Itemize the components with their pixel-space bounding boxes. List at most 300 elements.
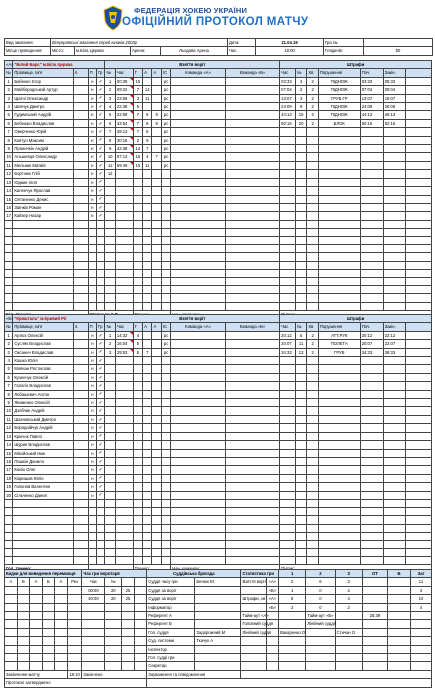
- team-a-goalie-b: [225, 145, 280, 153]
- team-b-pen-minutes: [307, 357, 319, 365]
- bottom-row: [5, 578, 432, 586]
- team-a-goal-number: [105, 286, 115, 294]
- team-a-goalie-b: [225, 86, 280, 94]
- team-b-pen-reason: [318, 441, 360, 449]
- team-a-pen-time: [280, 161, 296, 169]
- team-b-goalie-a: [171, 382, 225, 390]
- team-a-player-name: [13, 261, 74, 269]
- gk-number: [105, 654, 122, 662]
- team-b-goal-time: [115, 432, 133, 440]
- team-a-pen-time: [280, 261, 296, 269]
- team-a-goal-assist1: [143, 253, 152, 261]
- team-b-goalie-b: [225, 390, 280, 398]
- team-a-goal-assist1: [143, 220, 152, 228]
- team-a-played-check: [97, 302, 105, 310]
- team-b-goal-number: [105, 382, 115, 390]
- team-a-pen-start: [360, 136, 383, 144]
- team-a-pen-reason: [318, 269, 360, 277]
- team-a-pen-end: [383, 128, 405, 136]
- team-a-goalie-b: [225, 153, 280, 161]
- team-a-goal-assist1: 7: [143, 145, 152, 153]
- bottom-row: [5, 612, 432, 620]
- team-a-pen-number: [295, 278, 307, 286]
- team-b-player-pos: [74, 508, 89, 516]
- team-b-goal-situation: рс: [161, 348, 170, 356]
- team-b-player-pos: [74, 365, 89, 373]
- team-b-pen-time: [280, 449, 296, 457]
- team-a-pen-time: [280, 278, 296, 286]
- team-a-player-number: [5, 245, 13, 253]
- team-a-player-mark: н: [88, 103, 96, 111]
- team-a-goal-number: 9: [105, 145, 115, 153]
- team-a-played-check: ✓: [97, 94, 105, 102]
- team-a-pen-minutes: [307, 245, 319, 253]
- bottom-summary-table: Кидки для виведення переможця Час гри воротаря Суддівська бригада Статистика гри 1 2 3 ОТ Б Заг А Б А Б А Рез Час № Суддя часу гри Бенюк Ю Взяття воріт «А» 2 6 3 11 00:00 20 25 Суддя за воріт «Б» 1 0 2 3 40:00 20 25 Суддя за воріт Штрафи, хв «А» 6 0 4 10 Інформатор «Б» 2 0 2 4 Референт А Тайм-аут «А» Тайм-аут «Б» 25:39 Референт Б Головний суддя Лінійний суддя Гол. суддя Задорожний М Лінійний суддя Вакаренко О. Стичан О. Суд. системи Ткачук А Інспектор Гол. судді гри Секретар Закінчення матчу 18:10 Закінчено Зауваження та повідомлення Протокол затверджено: [4, 569, 432, 688]
- team-b-pen-minutes: [307, 441, 319, 449]
- team-b-goal-situation: [161, 457, 170, 465]
- team-b-player-pos: [74, 499, 89, 507]
- team-b-pen-start: [360, 365, 383, 373]
- team-b-goal-assist2: [152, 432, 161, 440]
- team-a-goal-situation: рс: [161, 111, 170, 119]
- team-a-goal-situation: рс: [161, 145, 170, 153]
- team-a-played-check: [97, 286, 105, 294]
- team-a-player-number: [5, 286, 13, 294]
- team-a-player-pos: [74, 261, 89, 269]
- team-b-pen-extra: [405, 424, 431, 432]
- team-b-player-number: 19: [6, 484, 12, 490]
- timeout-b-value: 25:39: [362, 612, 387, 620]
- team-a-player-name: Юдкин Ілля: [13, 178, 74, 186]
- cell: [410, 645, 431, 653]
- team-b-goal-number: [105, 516, 115, 524]
- team-a-goal-scorer: [133, 237, 142, 245]
- team-b-goal-time: [115, 532, 133, 540]
- team-a-pen-reason: [318, 195, 360, 203]
- team-b-pen-time: [280, 524, 296, 532]
- team-b-goal-time: [115, 357, 133, 365]
- team-a-pen-start: [360, 170, 383, 178]
- team-a-pen-start: 24:09: [360, 103, 383, 111]
- cell: [362, 662, 387, 670]
- line-ref-name2: Стичан О.: [335, 628, 362, 636]
- team-a-played-check: ✓: [97, 77, 105, 85]
- team-b-pen-end: [383, 540, 405, 548]
- team-a-pen-number: 3: [295, 77, 307, 85]
- shootout-cell: [5, 654, 18, 662]
- team-a-pen-extra: [405, 212, 431, 220]
- date-label: Дата:: [228, 39, 256, 47]
- team-a-played-check: [97, 253, 105, 261]
- team-b-goalie-b: [225, 415, 280, 423]
- protests-label: Зауваження та повідомлення: [147, 670, 241, 678]
- team-a-goalie-a: [171, 128, 225, 136]
- shootout-cell: [17, 654, 30, 662]
- team-a-goal-situation: [161, 212, 170, 220]
- team-b-pen-end: [383, 382, 405, 390]
- team-b-played-check: ✓: [97, 390, 105, 398]
- team-b-goal-assist1: [143, 407, 152, 415]
- team-a-pen-minutes: [307, 261, 319, 269]
- team-a-pen-extra: [405, 128, 431, 136]
- team-a-goal-time: [115, 237, 133, 245]
- team-b-player-pos: [74, 357, 89, 365]
- team-a-goal-number: [105, 294, 115, 302]
- team-b-pen-extra: [405, 508, 431, 516]
- team-a-pen-time: [280, 153, 296, 161]
- gk-number: [105, 645, 122, 653]
- shootout-cell: [42, 595, 55, 603]
- team-b-goal-assist1: [143, 365, 152, 373]
- team-a-pen-minutes: [307, 269, 319, 277]
- header: [4, 3, 432, 35]
- team-b-row: [5, 399, 432, 407]
- team-a-player-name: [13, 286, 74, 294]
- shootout-cell: [67, 662, 82, 670]
- team-a-pen-reason: [318, 203, 360, 211]
- team-a-row: [5, 103, 432, 111]
- team-a-goalie-a: [171, 145, 225, 153]
- cell: [306, 662, 335, 670]
- team-b-goalie-b: [225, 432, 280, 440]
- team-a-goal-number: [105, 302, 115, 310]
- team-b-goal-time: [115, 540, 133, 548]
- team-a-goal-scorer: 7: [133, 111, 142, 119]
- team-b-goalie-b: [225, 382, 280, 390]
- team-b-goalie-b: [225, 499, 280, 507]
- shootout-cell: [67, 595, 82, 603]
- team-a-goal-assist2: [152, 302, 161, 310]
- team-a-pen-minutes: [307, 220, 319, 228]
- team-a-goalie-b: [225, 228, 280, 236]
- arena-value: Льодова Арена: [161, 47, 228, 55]
- team-a-goal-assist1: [143, 261, 152, 269]
- team-b-pen-number: [295, 390, 307, 398]
- team-b-pen-number: [295, 357, 307, 365]
- shootout-cell: [42, 645, 55, 653]
- team-b-pen-time: [280, 483, 296, 491]
- team-a-player-mark: [88, 286, 96, 294]
- gk-time: 00:00: [82, 586, 105, 594]
- team-a-goalie-a: [171, 77, 225, 85]
- shootout-cell: [55, 620, 68, 628]
- team-b-pen-minutes: 2: [307, 340, 319, 348]
- team-a-pen-end: [383, 237, 405, 245]
- team-b-player-mark: н: [88, 382, 96, 390]
- team-b-player-name: Дзябчик Андрій: [13, 407, 74, 415]
- team-b-played-check: ✓: [97, 415, 105, 423]
- team-b-goal-assist1: [143, 457, 152, 465]
- team-a-pen-end: 05:33: [383, 77, 405, 85]
- team-b-player-mark: н: [88, 373, 96, 381]
- shootout-cell: [42, 603, 55, 611]
- team-a-goal-situation: рс: [161, 136, 170, 144]
- team-a-pen-start: [360, 253, 383, 261]
- team-a-goal-number: [105, 212, 115, 220]
- team-b-played-check: ✓: [97, 466, 105, 474]
- cell: [241, 637, 266, 645]
- cell: [279, 637, 306, 645]
- team-a-goal-time: 30:16: [115, 136, 133, 144]
- stats-value: 2: [279, 603, 306, 611]
- shootout-cell: [55, 628, 68, 636]
- team-b-player-name: [13, 540, 74, 548]
- stats-value: 0: [306, 595, 335, 603]
- team-a-pen-number: [295, 286, 307, 294]
- team-b-goalie-b: [225, 340, 280, 348]
- team-b-pen-reason: [318, 415, 360, 423]
- referee-role: Суд. системи: [147, 637, 195, 645]
- team-a-pen-reason: [318, 153, 360, 161]
- team-b-goal-scorer: 5: [133, 340, 142, 348]
- team-a-goal-assist1: 11: [143, 94, 152, 102]
- team-b-pen-reason: [318, 540, 360, 548]
- team-b-goal-scorer: [133, 382, 142, 390]
- team-b-goal-number: [105, 499, 115, 507]
- team-b-player-number: 12: [6, 425, 12, 431]
- team-b-pen-time: [280, 516, 296, 524]
- bottom-row: [5, 628, 432, 636]
- referee-name: [195, 595, 241, 603]
- team-b-pen-minutes: [307, 365, 319, 373]
- team-b-pen-time: [280, 357, 296, 365]
- team-b-pen-end: [383, 532, 405, 540]
- team-b-goal-situation: [161, 524, 170, 532]
- team-a-goal-situation: [161, 220, 170, 228]
- game-value: [364, 39, 433, 47]
- referee-name: [195, 603, 241, 611]
- team-b-goal-scorer: [133, 549, 142, 557]
- team-a-pen-number: 20: [295, 119, 307, 127]
- team-b-goalie-b: [225, 373, 280, 381]
- team-a-pen-minutes: [307, 178, 319, 186]
- team-b-goal-assist2: [152, 441, 161, 449]
- team-a-pen-minutes: [307, 195, 319, 203]
- team-b-pen-time: [280, 499, 296, 507]
- team-b-pen-number: [295, 365, 307, 373]
- cell: [306, 637, 335, 645]
- team-a-goal-situation: [161, 302, 170, 310]
- team-b-goalie-a: [171, 373, 225, 381]
- stats-value: 2: [335, 586, 362, 594]
- team-b-player-number: 9: [5, 399, 13, 407]
- team-a-pen-time: 03:33: [280, 77, 296, 85]
- team-a-goalie-a: [171, 212, 225, 220]
- team-b-goal-assist1: [143, 390, 152, 398]
- team-a-pen-number: [295, 245, 307, 253]
- team-b-player-mark: н: [88, 407, 96, 415]
- team-a-player-mark: н: [88, 153, 96, 161]
- team-a-pen-start: [360, 228, 383, 236]
- stats-label: [241, 586, 266, 594]
- team-a-pen-reason: [318, 302, 360, 310]
- team-b-goalie-a: [171, 483, 225, 491]
- team-a-player-mark: н: [88, 111, 96, 119]
- team-b-row: [5, 557, 432, 565]
- team-b-goal-assist1: [143, 432, 152, 440]
- team-a-row: [5, 228, 432, 236]
- gk-number: [105, 628, 122, 636]
- team-b-player-number: [5, 516, 13, 524]
- team-b-goal-situation: рс: [161, 331, 170, 339]
- team-a-pen-number: [295, 170, 307, 178]
- team-b-pen-end: [383, 432, 405, 440]
- team-a-pen-extra: [405, 77, 431, 85]
- line-ref-label: Лінійний суддя: [307, 621, 336, 627]
- team-b-goalie-a: [171, 407, 225, 415]
- team-b-goal-scorer: [133, 390, 142, 398]
- team-a-pen-extra: [405, 220, 431, 228]
- team-a-player-number: 9: [5, 145, 13, 153]
- team-b-goal-time: [115, 373, 133, 381]
- team-b-pen-extra: [405, 348, 431, 356]
- team-a-goal-situation: [161, 269, 170, 277]
- gk-time: [82, 637, 105, 645]
- team-b-player-pos: [74, 432, 89, 440]
- team-b-pen-extra: [405, 441, 431, 449]
- referee-role: Референт Б: [147, 620, 195, 628]
- team-a-goalie-a: [171, 119, 225, 127]
- team-a-player-name: Бортнюк Гліб: [13, 170, 74, 178]
- team-b-pen-number: [295, 474, 307, 482]
- team-b-pen-start: [360, 540, 383, 548]
- team-b-pen-reason: [318, 449, 360, 457]
- team-b-played-check: ✓: [97, 340, 105, 348]
- team-a-pen-minutes: [307, 212, 319, 220]
- team-a-goalie-b: [225, 103, 280, 111]
- team-a-pen-start: [360, 294, 383, 302]
- team-a-player-number: 6: [5, 119, 13, 127]
- team-b-goalie-a: [171, 474, 225, 482]
- team-b-pen-reason: [318, 357, 360, 365]
- team-a-pen-extra: [405, 302, 431, 310]
- team-a-player-number: 16: [6, 204, 12, 210]
- team-b-player-number: 7: [5, 382, 13, 390]
- bottom-row: [5, 595, 432, 603]
- team-b-goal-time: [115, 508, 133, 516]
- team-b-pen-extra: [405, 373, 431, 381]
- team-a-pen-start: [360, 128, 383, 136]
- team-b-goal-situation: [161, 365, 170, 373]
- bottom-row: [5, 645, 432, 653]
- team-b-goal-scorer: [133, 373, 142, 381]
- team-a-player-mark: н: [88, 77, 96, 85]
- team-b-player-pos: [74, 557, 89, 565]
- team-b-goal-scorer: [133, 557, 142, 565]
- shootout-cell: [17, 595, 30, 603]
- shootout-header: Рез: [67, 578, 82, 586]
- team-a-goal-number: [105, 245, 115, 253]
- team-b-pen-extra: [405, 415, 431, 423]
- team-b-goal-situation: [161, 399, 170, 407]
- team-b-goal-time: [115, 399, 133, 407]
- team-a-player-pos: [74, 128, 89, 136]
- team-a-goal-scorer: [133, 269, 142, 277]
- team-b-pen-number: [295, 557, 307, 565]
- team-b-pen-reason: [318, 424, 360, 432]
- referee-role: Суддя за воріт: [147, 586, 195, 594]
- team-a-goal-assist1: 8: [143, 119, 152, 127]
- team-b-player-mark: [88, 524, 96, 532]
- team-b-goal-time: [115, 390, 133, 398]
- team-b-player-name: Гапонов Валентин: [13, 483, 74, 491]
- team-a-goal-assist2: [152, 77, 161, 85]
- team-b-goalie-b: [225, 441, 280, 449]
- team-a-goal-number: 10: [105, 153, 115, 161]
- team-a-row: [5, 178, 432, 186]
- team-a-goal-assist2: [152, 228, 161, 236]
- team-b-pen-end: [383, 524, 405, 532]
- team-a-goalie-a: [171, 253, 225, 261]
- team-b-pen-minutes: [307, 382, 319, 390]
- team-b-goal-time: [115, 382, 133, 390]
- team-a-pen-minutes: 2: [307, 103, 319, 111]
- team-b-pen-minutes: [307, 449, 319, 457]
- team-a-pen-number: [295, 145, 307, 153]
- stats-value: [387, 578, 410, 586]
- team-b-row: [5, 441, 432, 449]
- team-a-player-name: [13, 294, 74, 302]
- shootout-cell: [17, 586, 30, 594]
- cell: [335, 662, 362, 670]
- team-a-goal-assist2: 9: [152, 119, 161, 127]
- referee-role: Інспектор: [147, 645, 195, 653]
- team-a-goal-assist2: [152, 237, 161, 245]
- team-b-pen-minutes: [307, 474, 319, 482]
- team-b-pen-extra: [405, 499, 431, 507]
- team-a-goal-situation: [161, 178, 170, 186]
- team-b-goal-time: [115, 491, 133, 499]
- team-b-player-mark: н: [88, 457, 96, 465]
- team-a-goal-number: [105, 261, 115, 269]
- team-b-pen-end: [383, 415, 405, 423]
- team-a-pen-number: [295, 161, 307, 169]
- team-b-player-pos: [74, 549, 89, 557]
- team-a-goal-scorer: [133, 286, 142, 294]
- team-b-pen-reason: [318, 382, 360, 390]
- bottom-row: [5, 586, 432, 594]
- shootout-cell: [30, 628, 43, 636]
- team-a-goalie-a: [171, 187, 225, 195]
- team-b-goal-situation: [161, 532, 170, 540]
- team-a-player-pos: [74, 153, 89, 161]
- team-b-goal-assist1: [143, 474, 152, 482]
- team-b-goal-assist2: [152, 348, 161, 356]
- team-a-pen-time: 50:16: [280, 119, 296, 127]
- team-a-pen-reason: ПІДНОЖ: [318, 111, 360, 119]
- team-a-goal-assist2: [152, 94, 161, 102]
- shootout-header: А: [55, 578, 68, 586]
- team-a-goalie-b: [225, 203, 280, 211]
- cell: [362, 620, 387, 628]
- team-a-penalties-header: Штрафи: [280, 61, 432, 69]
- stats-value: 6: [306, 578, 335, 586]
- team-b-pen-time: [280, 466, 296, 474]
- team-a-player-number: 8: [5, 136, 13, 144]
- team-a-player-number: 1: [5, 77, 13, 85]
- team-b-player-mark: [88, 532, 96, 540]
- team-b-player-mark: [88, 549, 96, 557]
- team-a-goal-time: [115, 178, 133, 186]
- team-a-player-pos: [74, 178, 89, 186]
- team-b-goal-assist1: [143, 499, 152, 507]
- gk-header: [122, 578, 135, 586]
- city-value: м.Біла Церква: [75, 47, 131, 55]
- shootout-cell: [42, 654, 55, 662]
- team-b-goal-scorer: [133, 357, 142, 365]
- team-b-played-check: ✓: [97, 407, 105, 415]
- team-a-row: [5, 111, 432, 119]
